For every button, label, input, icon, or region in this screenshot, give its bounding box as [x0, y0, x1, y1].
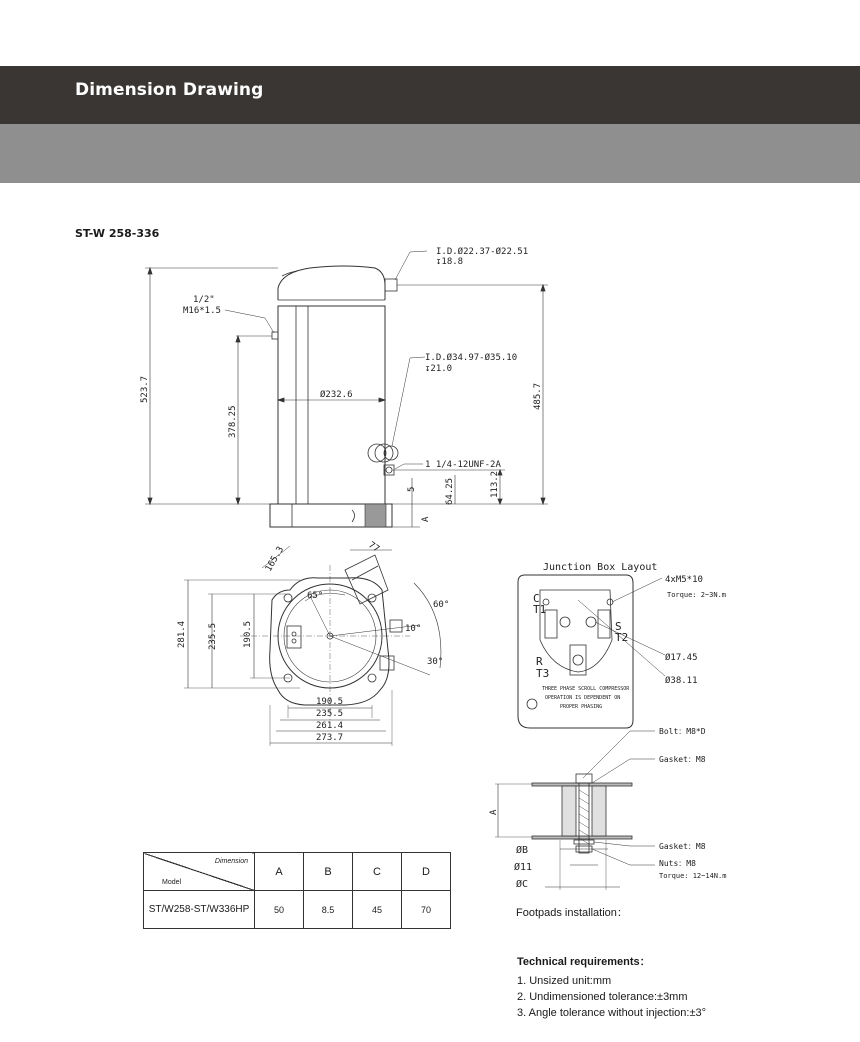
table-header-row — [144, 853, 451, 891]
junction-box-labels — [533, 562, 726, 710]
label-height-fitting: 113.2 — [490, 470, 500, 498]
label-oil-port-2: M16*1.5 — [183, 306, 221, 316]
label-height-foot: 64.25 — [445, 477, 455, 505]
label-height-discharge: 485.7 — [533, 382, 543, 410]
jb-screws: 4xM5*10 — [665, 575, 703, 585]
jb-term-c: C — [533, 592, 540, 605]
table-col-a: A — [255, 853, 304, 891]
jb-warning-2: OPERATION IS DEPENDENT ON — [545, 695, 621, 701]
tech-title: Technical requirements： — [517, 956, 651, 968]
table-col-b: B — [304, 853, 353, 891]
jb-hole2: Ø38.11 — [665, 676, 698, 686]
tech-item: 2. Undimensioned tolerance:±3mm — [517, 991, 688, 1003]
table-corner-cell — [144, 853, 255, 891]
label-angle-65: 65° — [307, 591, 324, 601]
label-w-273: 273.7 — [316, 733, 344, 743]
table-col-d: D — [402, 853, 451, 891]
table-cell-a: 50 — [255, 891, 304, 929]
label-suction-1: I.D.Ø34.97-Ø35.10 — [425, 353, 518, 363]
jb-term-t1: T1 — [533, 603, 547, 616]
label-foot-a: A — [421, 516, 431, 522]
jb-title: Junction Box Layout — [543, 562, 658, 573]
label-gap: 5 — [407, 486, 417, 492]
tech-item: 3. Angle tolerance without injection:±3° — [517, 1007, 706, 1019]
technical-requirements — [517, 953, 706, 1021]
label-w-190: 190.5 — [316, 697, 344, 707]
fp-c: ØC — [516, 879, 529, 890]
table-cell-c: 45 — [353, 891, 402, 929]
label-angle-10: 10° — [405, 624, 422, 634]
label-angle-30: 30° — [427, 657, 444, 667]
label-h-235: 235.5 — [208, 622, 218, 650]
label-diameter: Ø232.6 — [320, 390, 353, 400]
fp-bolt: Bolt：M8*D — [659, 727, 706, 736]
jb-warning-1: THREE PHASE SCROLL COMPRESSOR — [542, 686, 630, 692]
label-oil-port-1: 1/2" — [193, 295, 215, 305]
jb-term-s: S — [615, 620, 622, 633]
footpad-labels — [489, 727, 726, 890]
table-row — [144, 891, 451, 929]
side-view-labels — [140, 246, 543, 522]
jb-torque: Torque: 2~3N.m — [667, 591, 727, 599]
label-w-235: 235.5 — [316, 709, 344, 719]
table-cell-d: 70 — [402, 891, 451, 929]
label-height-total: 523.7 — [140, 375, 150, 403]
fp-gasket-top: Gasket：M8 — [659, 755, 706, 764]
label-angle-60: 60° — [433, 600, 450, 610]
table-cell-model: ST/W258-ST/W336HP — [144, 891, 255, 929]
jb-warning-3: PROPER PHASING — [560, 704, 603, 710]
label-w-261: 261.4 — [316, 721, 344, 731]
label-d1: 165.3 — [263, 545, 287, 574]
jb-term-t2: T2 — [615, 631, 629, 644]
top-view-labels — [177, 540, 449, 743]
fp-b: ØB — [516, 845, 529, 856]
label-height-oil-port: 378.25 — [228, 405, 238, 438]
fp-a: A — [489, 809, 499, 815]
label-h-190: 190.5 — [243, 620, 253, 648]
footpads-label: Footpads installation： — [516, 907, 628, 919]
table-dimension-label: Dimension — [214, 858, 248, 865]
side-view — [145, 251, 548, 527]
label-suction-2: ↧21.0 — [425, 364, 453, 374]
jb-term-t3: T3 — [536, 667, 550, 680]
label-discharge-1: I.D.Ø22.37-Ø22.51 — [436, 247, 529, 257]
jb-term-r: R — [536, 655, 543, 668]
dimension-table — [143, 852, 451, 929]
fp-torque: Torque: 12~14N.m — [659, 872, 727, 880]
label-d2: 77 — [366, 540, 381, 555]
fp-nuts: Nuts：M8 — [659, 859, 696, 868]
jb-hole1: Ø17.45 — [665, 653, 698, 663]
tech-item: 1. Unsized unit:mm — [517, 975, 612, 987]
fp-d11: Ø11 — [514, 862, 533, 873]
page-title: Dimension Drawing — [75, 80, 264, 100]
table-col-c: C — [353, 853, 402, 891]
fp-gasket-bottom: Gasket：M8 — [659, 842, 706, 851]
model-title: ST-W 258-336 — [75, 227, 160, 240]
label-discharge-2: ↧18.8 — [436, 257, 464, 267]
table-cell-b: 8.5 — [304, 891, 353, 929]
label-oil-fitting: 1 1/4-12UNF-2A — [425, 460, 501, 470]
table-model-label: Model — [162, 879, 182, 886]
label-h-281: 281.4 — [177, 620, 187, 648]
